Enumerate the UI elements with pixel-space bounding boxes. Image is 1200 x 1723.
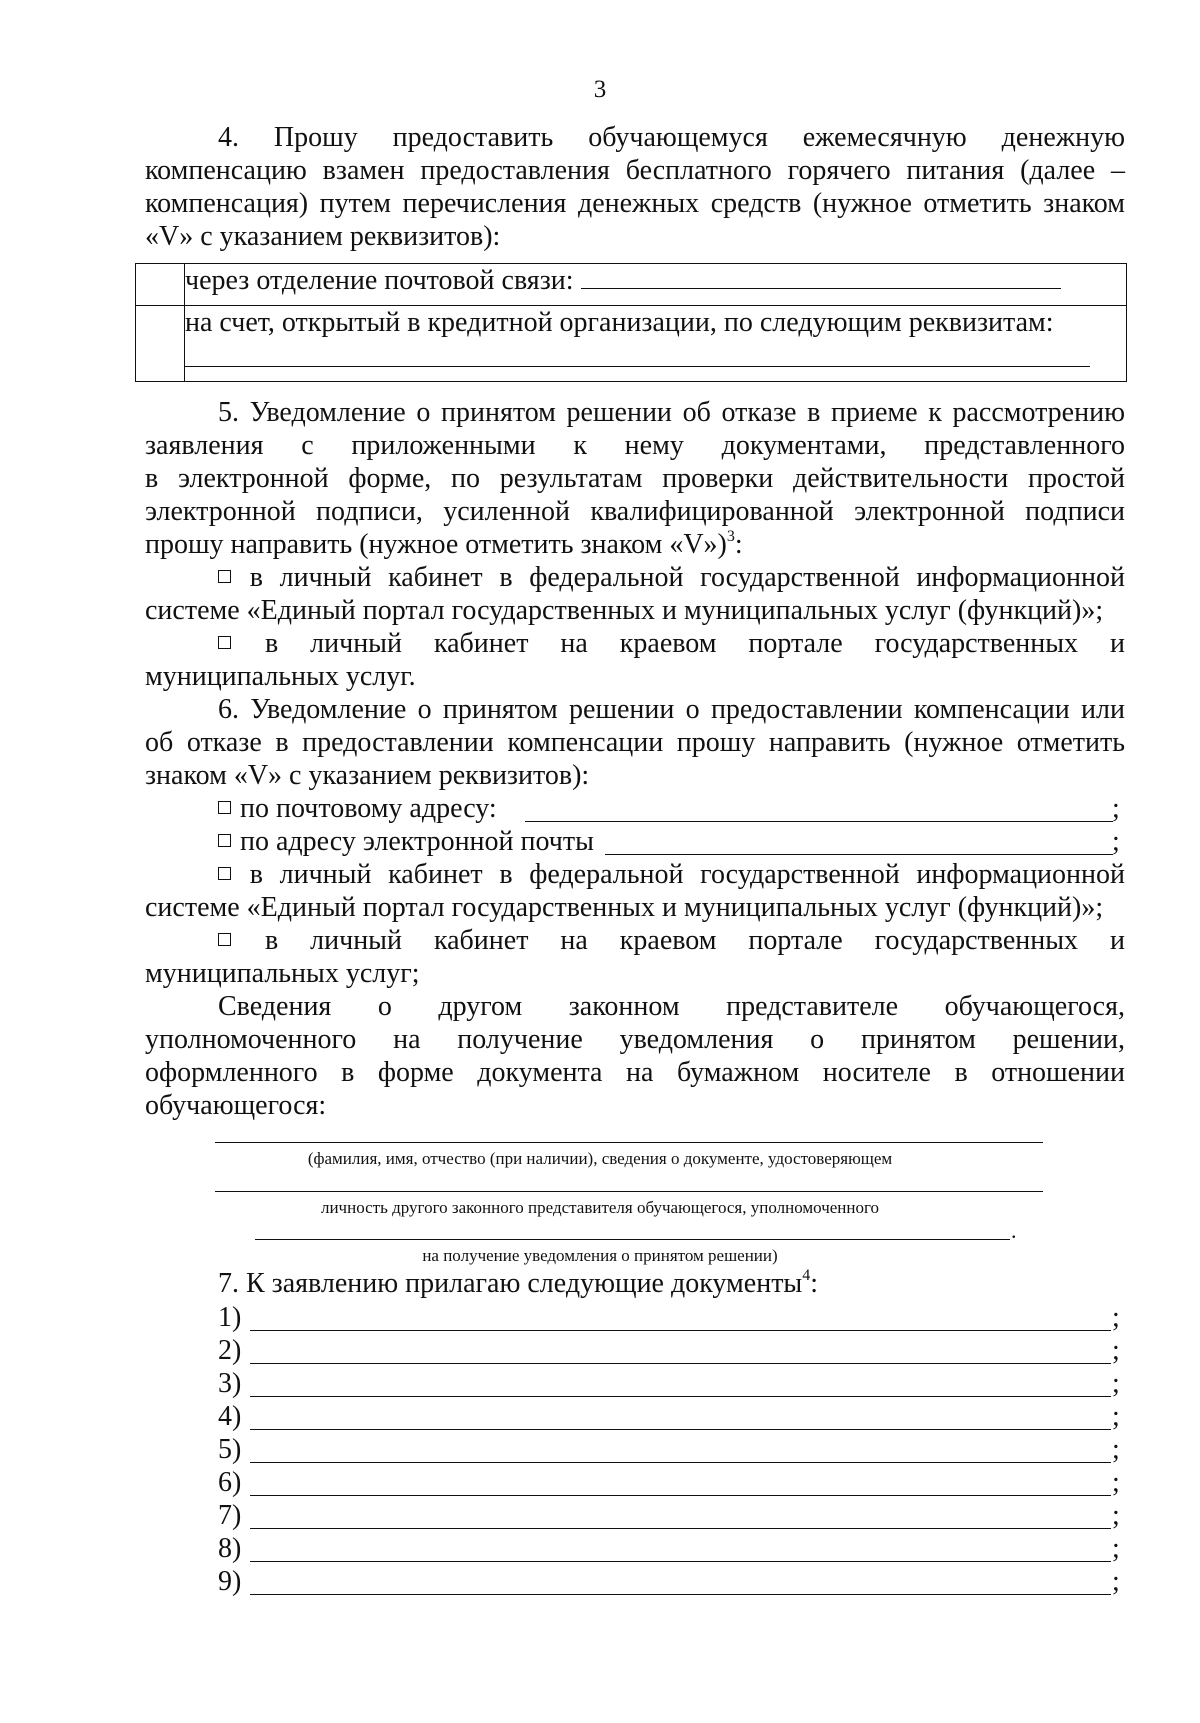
attachment-number: 8): [218, 1533, 242, 1564]
attachment-semicolon: ;: [1112, 1533, 1120, 1564]
s4-line-3: компенсация) путем перечисления денежных средств (нужное отметить знаком: [145, 188, 1125, 219]
attachment-semicolon: ;: [1112, 1434, 1120, 1465]
s4-line-4: «V» с указанием реквизитов):: [145, 221, 501, 252]
checkbox-icon[interactable]: [218, 636, 231, 649]
s5-option-2[interactable]: [218, 627, 1125, 661]
s5-option-2-text: в личный кабинет на краевом портале государственных и: [264, 628, 1125, 659]
attachment-number: 6): [218, 1467, 242, 1498]
s5-option-1-cont: системе «Единый портал государственных и муниципальных услуг (функций)»;: [145, 595, 1104, 626]
s5-option-1-text: в личный кабинет в федеральной государственной информационной: [249, 562, 1125, 593]
checkbox-icon[interactable]: [218, 867, 231, 880]
s6-option-3-text: в личный кабинет в федеральной государственной информационной: [249, 859, 1125, 890]
rep-field-2[interactable]: [215, 1191, 1043, 1192]
attachment-number: 2): [218, 1335, 242, 1366]
bank-details-field[interactable]: [185, 342, 1090, 367]
checkbox-icon[interactable]: [218, 801, 231, 814]
attachment-field[interactable]: [250, 1528, 1111, 1529]
rep-line-4: обучающегося:: [145, 1090, 327, 1121]
rep-line-1: Сведения о другом законном представителе обучающегося,: [218, 991, 1125, 1022]
attachment-field[interactable]: [250, 1594, 1111, 1595]
attachment-number: 7): [218, 1500, 242, 1531]
postal-option-label: через отделение почтовой связи:: [185, 265, 574, 296]
attachment-semicolon: ;: [1112, 1467, 1120, 1498]
postal-option-field[interactable]: [581, 264, 1061, 289]
attachment-number: 3): [218, 1368, 242, 1399]
attachment-number: 9): [218, 1566, 242, 1597]
s6-option-4-text: в личный кабинет на краевом портале государственных и: [264, 925, 1125, 956]
rep-caption-3: на получение уведомления о принятом решении): [422, 1246, 778, 1265]
rep-line-3: оформленного в форме документа на бумажном носителе в отношении: [145, 1057, 1125, 1088]
checkbox-icon[interactable]: [218, 933, 231, 946]
attachment-field[interactable]: [250, 1462, 1111, 1463]
attachment-semicolon: ;: [1112, 1566, 1120, 1597]
attachment-field[interactable]: [250, 1495, 1111, 1496]
s5-line-1: 5. Уведомление о принятом решении об отказе в приеме к рассмотрению: [218, 397, 1125, 428]
page-number: 3: [593, 76, 607, 103]
s6-option-4[interactable]: [218, 924, 1125, 958]
attachment-field[interactable]: [250, 1561, 1111, 1562]
rep-period: .: [1011, 1218, 1017, 1243]
s5-line-4: электронной подписи, усиленной квалифицированной электронной подписи: [145, 496, 1125, 527]
s6-option-4-cont: муниципальных услуг;: [145, 958, 420, 989]
s5-line-5-end: :: [734, 529, 743, 560]
s7-title-end: :: [810, 1268, 819, 1299]
rep-caption-2: личность другого законного представителя обучающегося, уполномоченного: [320, 1198, 880, 1217]
s5-line-5-text: прошу направить (нужное отметить знаком «V»): [145, 529, 727, 560]
payment-method-table: [135, 263, 1127, 382]
rep-line-2: уполномоченного на получение уведомления о принятом решении,: [145, 1024, 1125, 1055]
s6-option-3[interactable]: [218, 858, 1125, 892]
postal-address-label: по почтовому адресу:: [240, 793, 497, 824]
rep-caption-1: (фамилия, имя, отчество (при наличии), сведения о документе, удостоверяющем: [307, 1149, 893, 1168]
rep-field-3[interactable]: [255, 1239, 1010, 1240]
checkbox-icon[interactable]: [218, 570, 231, 583]
attachment-number: 1): [218, 1302, 242, 1333]
footnote-ref-3: 3: [726, 528, 735, 545]
checkbox-icon[interactable]: [218, 834, 231, 847]
s5-line-5: [145, 528, 1125, 562]
email-field[interactable]: [605, 854, 1113, 855]
attachment-number: 5): [218, 1434, 242, 1465]
attachment-field[interactable]: [250, 1363, 1111, 1364]
s7-title: [218, 1267, 1125, 1301]
s6-line-3: знаком «V» с указанием реквизитов):: [145, 760, 590, 791]
bank-checkbox-cell[interactable]: [136, 306, 185, 382]
payment-option-row: [136, 264, 1127, 306]
s4-line-1: 4. Прошу предоставить обучающемуся ежемесячную денежную: [218, 122, 1125, 153]
s5-line-2: заявления с приложенными к нему документами, представленного: [145, 430, 1125, 461]
email-semicolon: ;: [1112, 826, 1120, 857]
attachment-semicolon: ;: [1112, 1302, 1120, 1333]
s5-line-3: в электронной форме, по результатам проверки действительности простой: [145, 463, 1125, 494]
footnote-ref-4: 4: [802, 1267, 811, 1284]
attachment-number: 4): [218, 1401, 242, 1432]
postal-checkbox-cell[interactable]: [136, 264, 185, 306]
s6-option-3-cont: системе «Единый портал государственных и муниципальных услуг (функций)»;: [145, 892, 1104, 923]
email-label: по адресу электронной почты: [240, 826, 594, 857]
attachment-semicolon: ;: [1112, 1335, 1120, 1366]
attachment-field[interactable]: [250, 1396, 1111, 1397]
payment-option-row: [136, 306, 1127, 382]
s6-line-1: 6. Уведомление о принятом решении о предоставлении компенсации или: [218, 694, 1125, 725]
postal-option-cell: [185, 264, 1127, 306]
bank-option-cell: [185, 306, 1127, 382]
s7-title-text: 7. К заявлению прилагаю следующие документы: [218, 1268, 803, 1299]
postal-address-field[interactable]: [525, 821, 1113, 822]
bank-option-label: на счет, открытый в кредитной организации, по следующим реквизитам:: [185, 307, 1054, 338]
attachment-semicolon: ;: [1112, 1500, 1120, 1531]
attachment-field[interactable]: [250, 1429, 1111, 1430]
attachment-semicolon: ;: [1112, 1401, 1120, 1432]
rep-field-1[interactable]: [215, 1142, 1043, 1143]
attachment-semicolon: ;: [1112, 1368, 1120, 1399]
s5-option-1[interactable]: [218, 561, 1125, 595]
attachment-field[interactable]: [250, 1330, 1111, 1331]
s6-line-2: об отказе в предоставлении компенсации прошу направить (нужное отметить: [145, 727, 1125, 758]
s4-line-2: компенсацию взамен предоставления бесплатного горячего питания (далее –: [145, 155, 1125, 186]
postal-semicolon: ;: [1112, 793, 1120, 824]
s5-option-2-cont: муниципальных услуг.: [145, 661, 416, 692]
